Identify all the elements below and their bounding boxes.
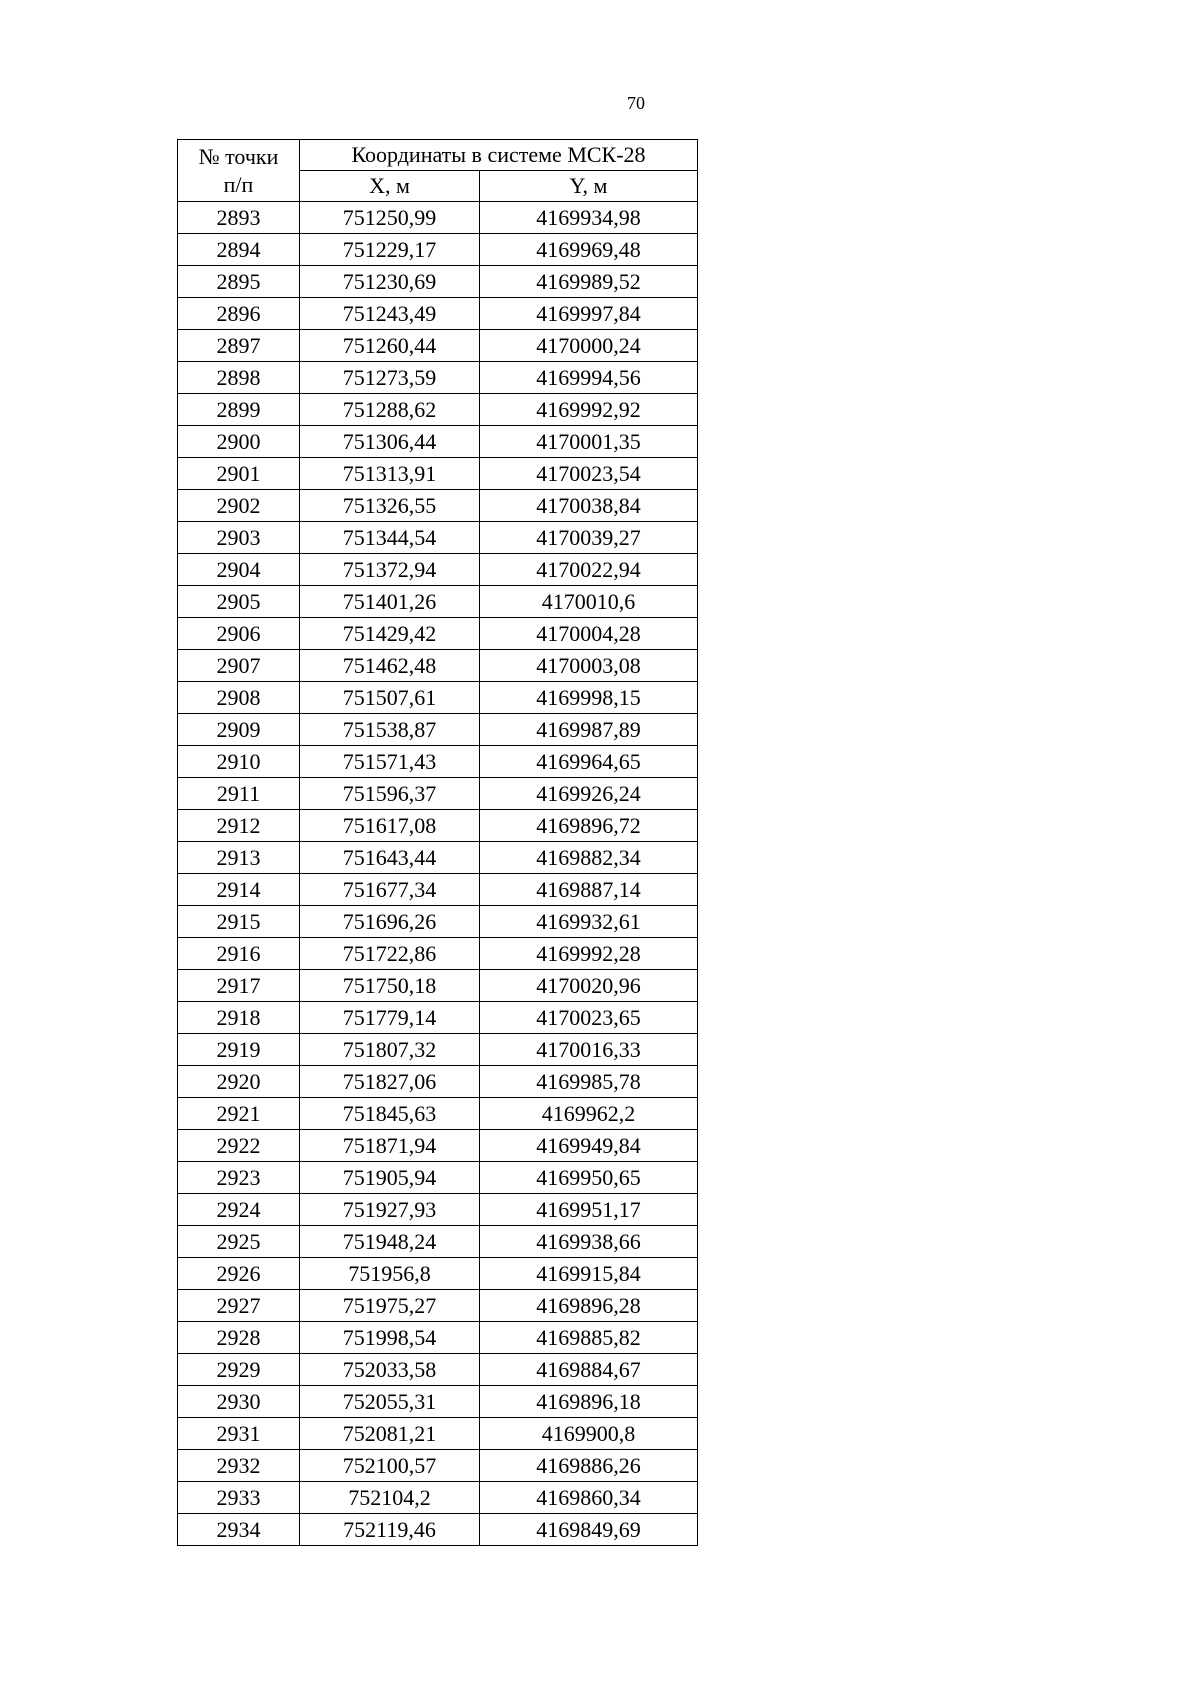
- y-coordinate-cell: 4170003,08: [480, 650, 698, 682]
- x-coordinate-cell: 751643,44: [300, 842, 480, 874]
- x-coordinate-cell: 751845,63: [300, 1098, 480, 1130]
- table-row: [178, 906, 698, 938]
- y-coordinate-cell: 4169992,92: [480, 394, 698, 426]
- y-column-header: Y, м: [480, 171, 698, 202]
- y-coordinate-cell: 4169887,14: [480, 874, 698, 906]
- x-coordinate-cell: 751229,17: [300, 234, 480, 266]
- x-coordinate-cell: 751230,69: [300, 266, 480, 298]
- x-coordinate-cell: 752119,46: [300, 1514, 480, 1546]
- y-coordinate-cell: 4170001,35: [480, 426, 698, 458]
- x-coordinate-cell: 752033,58: [300, 1354, 480, 1386]
- y-coordinate-cell: 4169896,72: [480, 810, 698, 842]
- table-row: [178, 202, 698, 234]
- table-row: [178, 458, 698, 490]
- point-number-header: [178, 140, 300, 202]
- y-coordinate-cell: 4169949,84: [480, 1130, 698, 1162]
- point-number-cell: 2934: [178, 1514, 300, 1546]
- table-row: [178, 1130, 698, 1162]
- y-coordinate-cell: 4170039,27: [480, 522, 698, 554]
- y-coordinate-cell: 4169951,17: [480, 1194, 698, 1226]
- y-coordinate-cell: 4169985,78: [480, 1066, 698, 1098]
- x-coordinate-cell: 751948,24: [300, 1226, 480, 1258]
- table-row: [178, 1194, 698, 1226]
- x-coordinate-cell: 751975,27: [300, 1290, 480, 1322]
- table-row: [178, 778, 698, 810]
- point-number-cell: 2926: [178, 1258, 300, 1290]
- point-number-cell: 2907: [178, 650, 300, 682]
- x-coordinate-cell: 751507,61: [300, 682, 480, 714]
- x-column-header: X, м: [300, 171, 480, 202]
- y-coordinate-cell: 4169987,89: [480, 714, 698, 746]
- point-number-cell: 2914: [178, 874, 300, 906]
- y-coordinate-cell: 4169962,2: [480, 1098, 698, 1130]
- table-row: [178, 1258, 698, 1290]
- table-row: [178, 554, 698, 586]
- x-coordinate-cell: 751696,26: [300, 906, 480, 938]
- x-coordinate-cell: 752100,57: [300, 1450, 480, 1482]
- point-number-cell: 2916: [178, 938, 300, 970]
- point-number-cell: 2919: [178, 1034, 300, 1066]
- x-coordinate-cell: 751905,94: [300, 1162, 480, 1194]
- point-number-cell: 2900: [178, 426, 300, 458]
- point-number-cell: 2911: [178, 778, 300, 810]
- y-coordinate-cell: 4169896,18: [480, 1386, 698, 1418]
- x-coordinate-cell: 751538,87: [300, 714, 480, 746]
- y-coordinate-cell: 4169938,66: [480, 1226, 698, 1258]
- point-number-cell: 2912: [178, 810, 300, 842]
- point-number-cell: 2910: [178, 746, 300, 778]
- table-row: [178, 1290, 698, 1322]
- y-coordinate-cell: 4170010,6: [480, 586, 698, 618]
- x-coordinate-cell: 751344,54: [300, 522, 480, 554]
- y-coordinate-cell: 4169885,82: [480, 1322, 698, 1354]
- point-number-cell: 2899: [178, 394, 300, 426]
- x-coordinate-cell: 751401,26: [300, 586, 480, 618]
- point-number-cell: 2925: [178, 1226, 300, 1258]
- point-number-cell: 2906: [178, 618, 300, 650]
- point-number-cell: 2933: [178, 1482, 300, 1514]
- x-coordinate-cell: 751750,18: [300, 970, 480, 1002]
- table-row: [178, 1322, 698, 1354]
- x-coordinate-cell: 751372,94: [300, 554, 480, 586]
- y-coordinate-cell: 4170020,96: [480, 970, 698, 1002]
- table-row: [178, 842, 698, 874]
- y-coordinate-cell: 4169934,98: [480, 202, 698, 234]
- table-row: [178, 1002, 698, 1034]
- x-coordinate-cell: 752055,31: [300, 1386, 480, 1418]
- y-coordinate-cell: 4169884,67: [480, 1354, 698, 1386]
- point-number-cell: 2930: [178, 1386, 300, 1418]
- y-coordinate-cell: 4169997,84: [480, 298, 698, 330]
- table-row: [178, 874, 698, 906]
- table-row: [178, 1098, 698, 1130]
- point-number-header-line1: № точки: [198, 143, 279, 169]
- y-coordinate-cell: 4170000,24: [480, 330, 698, 362]
- y-coordinate-cell: 4169886,26: [480, 1450, 698, 1482]
- y-coordinate-cell: 4169989,52: [480, 266, 698, 298]
- y-coordinate-cell: 4170004,28: [480, 618, 698, 650]
- x-coordinate-cell: 751677,34: [300, 874, 480, 906]
- y-coordinate-cell: 4169932,61: [480, 906, 698, 938]
- y-coordinate-cell: 4169969,48: [480, 234, 698, 266]
- table-row: [178, 522, 698, 554]
- x-coordinate-cell: 751956,8: [300, 1258, 480, 1290]
- point-number-cell: 2893: [178, 202, 300, 234]
- y-coordinate-cell: 4169992,28: [480, 938, 698, 970]
- table-row: [178, 234, 698, 266]
- x-coordinate-cell: 751998,54: [300, 1322, 480, 1354]
- x-coordinate-cell: 751243,49: [300, 298, 480, 330]
- table-row: [178, 298, 698, 330]
- point-number-cell: 2908: [178, 682, 300, 714]
- x-coordinate-cell: 751429,42: [300, 618, 480, 650]
- point-number-cell: 2895: [178, 266, 300, 298]
- point-number-cell: 2931: [178, 1418, 300, 1450]
- table-row: [178, 394, 698, 426]
- x-coordinate-cell: 751313,91: [300, 458, 480, 490]
- y-coordinate-cell: 4169994,56: [480, 362, 698, 394]
- point-number-header-line2: п/п: [223, 171, 254, 197]
- x-coordinate-cell: 751617,08: [300, 810, 480, 842]
- table-row: [178, 426, 698, 458]
- point-number-cell: 2915: [178, 906, 300, 938]
- table-row: [178, 1450, 698, 1482]
- table-row: [178, 1386, 698, 1418]
- x-coordinate-cell: 752081,21: [300, 1418, 480, 1450]
- table-row: [178, 330, 698, 362]
- x-coordinate-cell: 751260,44: [300, 330, 480, 362]
- table-row: [178, 1034, 698, 1066]
- point-number-cell: 2901: [178, 458, 300, 490]
- x-coordinate-cell: 751326,55: [300, 490, 480, 522]
- table-row: [178, 938, 698, 970]
- point-number-cell: 2921: [178, 1098, 300, 1130]
- point-number-cell: 2927: [178, 1290, 300, 1322]
- page-number: 70: [627, 93, 645, 113]
- y-coordinate-cell: 4169900,8: [480, 1418, 698, 1450]
- table-row: [178, 1514, 698, 1546]
- y-coordinate-cell: 4170022,94: [480, 554, 698, 586]
- point-number-cell: 2923: [178, 1162, 300, 1194]
- y-coordinate-cell: 4169915,84: [480, 1258, 698, 1290]
- point-number-cell: 2896: [178, 298, 300, 330]
- x-coordinate-cell: 751250,99: [300, 202, 480, 234]
- y-coordinate-cell: 4169926,24: [480, 778, 698, 810]
- x-coordinate-cell: 751288,62: [300, 394, 480, 426]
- coordinates-table: [177, 139, 698, 1546]
- point-number-cell: 2909: [178, 714, 300, 746]
- y-coordinate-cell: 4170038,84: [480, 490, 698, 522]
- y-coordinate-cell: 4170023,54: [480, 458, 698, 490]
- table-row: [178, 266, 698, 298]
- table-row: [178, 746, 698, 778]
- x-coordinate-cell: 752104,2: [300, 1482, 480, 1514]
- table-row: [178, 586, 698, 618]
- point-number-cell: 2918: [178, 1002, 300, 1034]
- point-number-cell: 2924: [178, 1194, 300, 1226]
- table-row: [178, 1066, 698, 1098]
- y-coordinate-cell: 4169849,69: [480, 1514, 698, 1546]
- x-coordinate-cell: 751927,93: [300, 1194, 480, 1226]
- x-coordinate-cell: 751827,06: [300, 1066, 480, 1098]
- point-number-cell: 2929: [178, 1354, 300, 1386]
- table-row: [178, 490, 698, 522]
- table-row: [178, 810, 698, 842]
- point-number-cell: 2902: [178, 490, 300, 522]
- coordinates-group-header: Координаты в системе МСК-28: [300, 140, 698, 171]
- x-coordinate-cell: 751462,48: [300, 650, 480, 682]
- table-row: [178, 1162, 698, 1194]
- y-coordinate-cell: 4169860,34: [480, 1482, 698, 1514]
- table-row: [178, 650, 698, 682]
- table-row: [178, 682, 698, 714]
- y-coordinate-cell: 4169964,65: [480, 746, 698, 778]
- y-coordinate-cell: 4170023,65: [480, 1002, 698, 1034]
- x-coordinate-cell: 751807,32: [300, 1034, 480, 1066]
- y-coordinate-cell: 4169896,28: [480, 1290, 698, 1322]
- point-number-cell: 2913: [178, 842, 300, 874]
- x-coordinate-cell: 751871,94: [300, 1130, 480, 1162]
- table-row: [178, 1226, 698, 1258]
- table-row: [178, 1354, 698, 1386]
- y-coordinate-cell: 4169950,65: [480, 1162, 698, 1194]
- table-row: [178, 714, 698, 746]
- point-number-cell: 2932: [178, 1450, 300, 1482]
- point-number-cell: 2898: [178, 362, 300, 394]
- x-coordinate-cell: 751571,43: [300, 746, 480, 778]
- point-number-cell: 2928: [178, 1322, 300, 1354]
- x-coordinate-cell: 751273,59: [300, 362, 480, 394]
- y-coordinate-cell: 4169998,15: [480, 682, 698, 714]
- point-number-cell: 2904: [178, 554, 300, 586]
- x-coordinate-cell: 751722,86: [300, 938, 480, 970]
- point-number-cell: 2922: [178, 1130, 300, 1162]
- y-coordinate-cell: 4169882,34: [480, 842, 698, 874]
- point-number-cell: 2903: [178, 522, 300, 554]
- table-row: [178, 1418, 698, 1450]
- table-row: [178, 362, 698, 394]
- point-number-cell: 2897: [178, 330, 300, 362]
- y-coordinate-cell: 4170016,33: [480, 1034, 698, 1066]
- point-number-cell: 2917: [178, 970, 300, 1002]
- table-row: [178, 1482, 698, 1514]
- point-number-cell: 2894: [178, 234, 300, 266]
- x-coordinate-cell: 751596,37: [300, 778, 480, 810]
- table-row: [178, 618, 698, 650]
- x-coordinate-cell: 751306,44: [300, 426, 480, 458]
- table-row: [178, 970, 698, 1002]
- x-coordinate-cell: 751779,14: [300, 1002, 480, 1034]
- point-number-cell: 2920: [178, 1066, 300, 1098]
- point-number-cell: 2905: [178, 586, 300, 618]
